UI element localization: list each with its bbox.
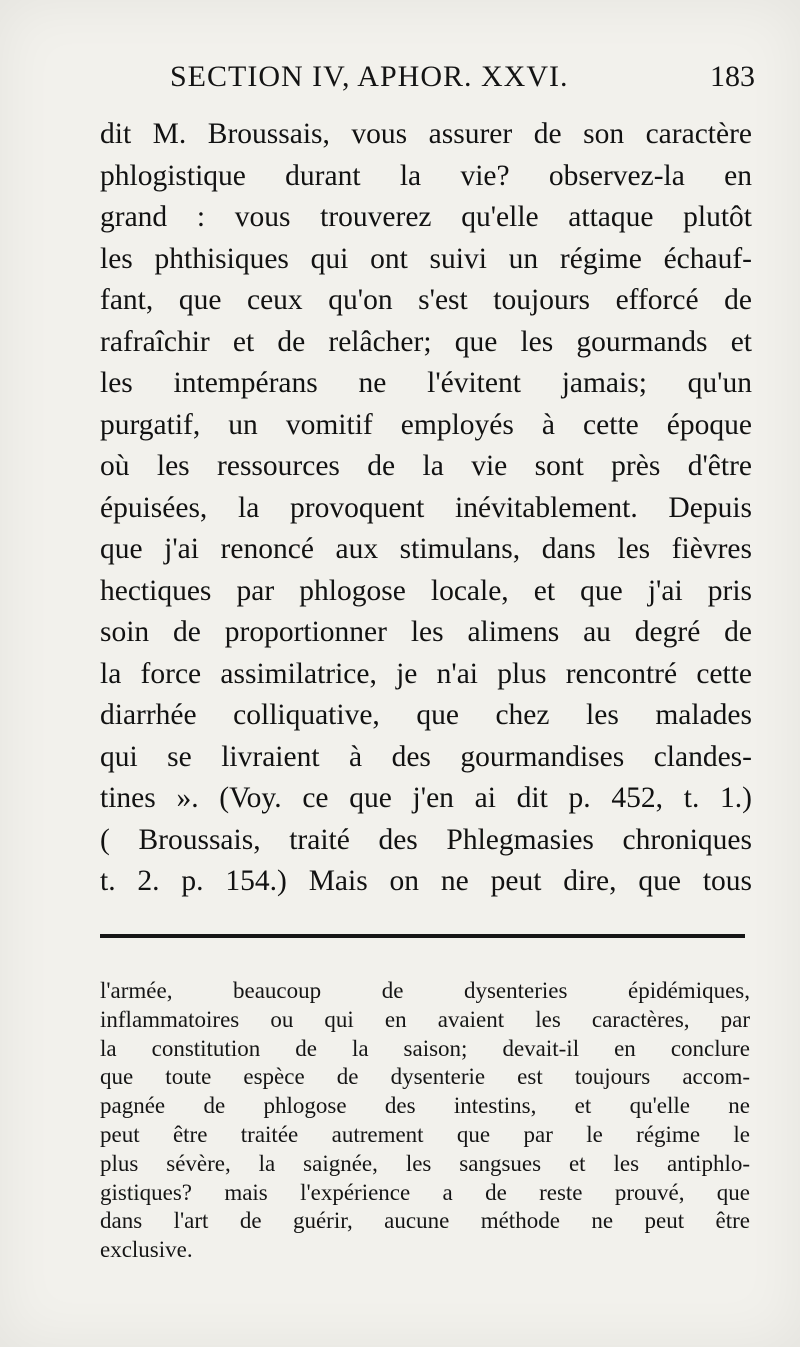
footnote-line: que toute espèce de dysenterie est toujours accom- xyxy=(100,1064,750,1090)
text-line: hectiques par phlogose locale, et que j'ai pris xyxy=(100,574,752,607)
text-line: phlogistique durant la vie? observez-la en xyxy=(100,159,752,192)
text-line: purgatif, un vomitif employés à cette époque xyxy=(100,408,752,441)
running-head xyxy=(95,60,755,100)
footnote-line: l'armée, beaucoup de dysenteries épidémiques, xyxy=(100,978,750,1003)
text-line: que j'ai renoncé aux stimulans, dans les fièvres xyxy=(100,533,752,565)
text-line: soin de proportionner les alimens au degré de xyxy=(100,616,752,648)
text-line: tines ». (Voy. ce que j'en ai dit p. 452, t. 1.) xyxy=(100,782,752,814)
text-line: grand : vous trouverez qu'elle attaque plutôt xyxy=(100,201,752,233)
footnote-line: inflammatoires ou qui en avaient les caractères, par xyxy=(100,1006,750,1032)
text-line: dit M. Broussais, vous assurer de son caractère xyxy=(100,118,752,150)
footnote-line: dans l'art de guérir, aucune méthode ne peut être xyxy=(100,1208,750,1234)
text-line: la force assimilatrice, je n'ai plus rencontré cette xyxy=(100,657,752,690)
text-line: qui se livraient à des gourmandises clandes- xyxy=(100,740,752,773)
text-line: fant, que ceux qu'on s'est toujours efforcé de xyxy=(100,284,752,316)
footnote-line: la constitution de la saison; devait-il en conclure xyxy=(100,1035,750,1061)
page-number: 183 xyxy=(710,60,755,93)
text-line: épuisées, la provoquent inévitablement. Depuis xyxy=(100,491,752,524)
footnote-line: plus sévère, la saignée, les sangsues et les antiphlo- xyxy=(100,1150,750,1176)
text-line: où les ressources de la vie sont près d'être xyxy=(100,450,752,482)
main-text xyxy=(100,114,752,903)
text-line: t. 2. p. 154.) Mais on ne peut dire, que tous xyxy=(100,865,752,897)
footnote-line: exclusive. xyxy=(100,1237,193,1263)
footnote-divider xyxy=(100,934,745,938)
footnote xyxy=(100,977,750,1265)
running-title: SECTION IV, APHOR. XXVI. xyxy=(170,60,569,93)
text-line: ( Broussais, traité des Phlegmasies chroniques xyxy=(100,823,752,856)
footnote-line: gistiques? mais l'expérience a de reste prouvé, que xyxy=(100,1179,750,1205)
footnote-line: pagnée de phlogose des intestins, et qu'elle ne xyxy=(100,1093,750,1119)
footnote-line: peut être traitée autrement que par le régime le xyxy=(100,1121,750,1147)
text-line: rafraîchir et de relâcher; que les gourmands et xyxy=(100,325,752,358)
text-line: les intempérans ne l'évitent jamais; qu'un xyxy=(100,367,752,399)
text-line: diarrhée colliquative, que chez les malades xyxy=(100,699,752,731)
text-line: les phthisiques qui ont suivi un régime échauf- xyxy=(100,242,752,275)
